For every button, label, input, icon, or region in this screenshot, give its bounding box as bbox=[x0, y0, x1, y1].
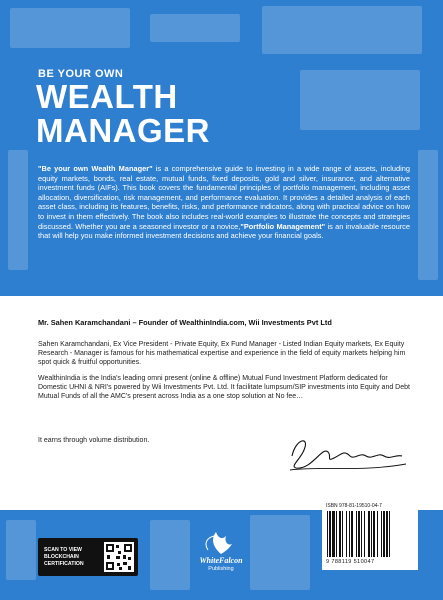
blockchain-qr-badge bbox=[38, 538, 138, 576]
author-bio-3: It earns through volume distribution. bbox=[38, 437, 150, 444]
barcode-bar bbox=[381, 511, 382, 557]
publisher-name: WhiteFalcon bbox=[199, 556, 243, 565]
isbn-label: ISBN 978-81-19510-04-7 bbox=[326, 503, 382, 509]
book-title bbox=[36, 80, 210, 148]
publisher-subtitle: Publishing bbox=[208, 566, 234, 572]
barcode-bar bbox=[351, 511, 353, 557]
barcode-bar bbox=[377, 511, 378, 557]
desc-bold-1: "Be your own Wealth Manager" bbox=[38, 164, 153, 173]
barcode-bar bbox=[342, 511, 343, 557]
barcode-bar bbox=[383, 511, 385, 557]
author-signature bbox=[282, 426, 412, 476]
author-panel bbox=[0, 296, 443, 510]
barcode-bar bbox=[364, 511, 365, 557]
desc-text-2: is an invaluable resource that will help you make informed investment decisions and achieve your financial goals. bbox=[38, 221, 410, 241]
barcode-bar bbox=[389, 511, 390, 557]
title-line-1: WEALTH bbox=[36, 78, 178, 115]
barcode-icon bbox=[326, 511, 414, 557]
barcode-panel bbox=[322, 500, 418, 570]
title-line-2: MANAGER bbox=[36, 112, 210, 149]
barcode-bar bbox=[329, 511, 331, 557]
barcode-bar bbox=[368, 511, 370, 557]
barcode-bar bbox=[327, 511, 328, 557]
barcode-bar bbox=[371, 511, 372, 557]
barcode-bar bbox=[361, 511, 362, 557]
barcode-bar bbox=[386, 511, 388, 557]
barcode-bar bbox=[332, 511, 335, 557]
barcode-bar bbox=[373, 511, 375, 557]
qr-code-icon bbox=[104, 542, 134, 572]
title-kicker: BE YOUR OWN bbox=[38, 68, 124, 80]
barcode-bar bbox=[349, 511, 350, 557]
desc-bold-2: "Portfolio Management" bbox=[240, 221, 326, 231]
book-description bbox=[38, 164, 410, 241]
barcode-bar bbox=[346, 511, 347, 557]
publisher-logo bbox=[196, 528, 246, 578]
desc-text-1: is a comprehensive guide to investing in a wide range of assets, including equity markets, bonds, real estate, mutual funds, fixed deposits, gold and silver, insurance, and alternative investment funds (AIFs). This book covers the fundamental principles of portfolio management, including asset allocation, diversification, risk management, and performance evaluation. It provides a detailed analysis of each asset class, including its features, benefits, risks, and performance indicators, along with practical advice on how to invest in them effectively. The book also includes real-world examples to illustrate the concepts and strategies discussed. Whether you are a seasoned investor or a novice, bbox=[38, 164, 410, 231]
falcon-icon bbox=[196, 528, 246, 558]
qr-label: SCAN TO VIEW BLOCKCHAIN CERTIFICATION bbox=[44, 547, 84, 567]
barcode-bar bbox=[336, 511, 337, 557]
barcode-bar bbox=[339, 511, 341, 557]
author-heading: Mr. Sahen Karamchandani – Founder of WealthinIndia.com, Wii Investments Pvt Ltd bbox=[38, 318, 332, 327]
author-bio-2: WealthinIndia is the India's leading omni present (online & offline) Mutual Fund Investment Platform dedicated for Domestic UHNI & NRI's powered by Wii Investments Pvt. Ltd. It facilitate lumpsum/SIP investments into Equity and Debt Mutual Funds of all the AMC's present across India as a one stop solution at No fee… bbox=[38, 375, 410, 401]
barcode-number: 9 788119 510047 bbox=[326, 559, 375, 565]
barcode-bar bbox=[358, 511, 360, 557]
author-bio-1: Sahen Karamchandani, Ex Vice President - Private Equity, Ex Fund Manager - Listed Indian Equity markets, Ex Equity Research - Manager is famous for his mathematical expertise and experience in the field of equity markets helping him spot quick & fruitful opportunities. bbox=[38, 341, 406, 367]
barcode-bar bbox=[356, 511, 357, 557]
